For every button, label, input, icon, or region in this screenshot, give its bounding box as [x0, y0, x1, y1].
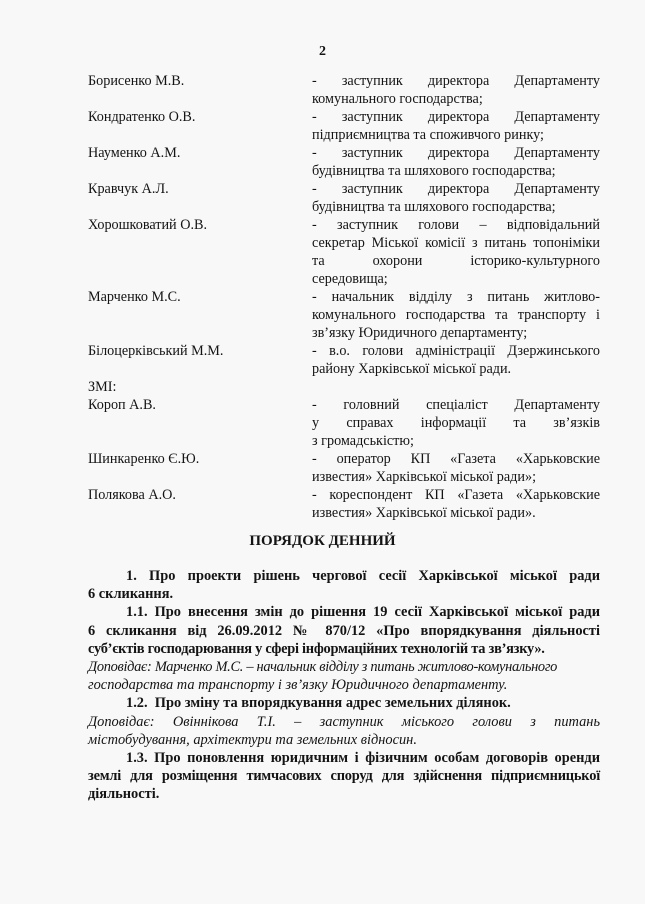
agenda-line: 1. Про проекти рішень чергової сесії Харківської міської ради [126, 568, 600, 584]
person-name: Марченко М.С. [88, 289, 181, 305]
agenda-line: діяльності. [88, 786, 160, 803]
person-name: Кондратенко О.В. [88, 109, 196, 125]
role-line: у справах інформації та зв’язків [312, 415, 600, 431]
role-line: середовища; [312, 271, 388, 287]
person-role [312, 288, 600, 342]
role-line: - оператор КП «Газета «Харьковские [312, 451, 600, 467]
role-line: - кореспондент КП «Газета «Харьковские [312, 487, 600, 503]
role-line: - заступник директора Департаменту [312, 145, 600, 161]
agenda-item-1-3 [88, 749, 600, 804]
attendee-row [88, 216, 600, 288]
agenda-item-1-2 [88, 694, 600, 712]
page-number: 2 [319, 44, 326, 59]
role-line: секретар Міської комісії з питань топоніміки [312, 235, 600, 251]
person-name: Науменко А.М. [88, 145, 181, 161]
agenda-line: 6 скликання від 26.09.2012 № 870/12 «Про впорядкування діяльності [88, 622, 600, 639]
agenda-line: 1.2. Про зміну та впорядкування адрес земельних ділянок. [126, 695, 511, 712]
role-line: - заступник голови – відповідальний [312, 217, 600, 233]
media-heading: ЗМІ: [88, 379, 117, 395]
agenda-line: суб’єктів господарювання у сфері інформаційних технологій та зв’язку». [88, 640, 545, 657]
agenda-line: 1.3. Про поновлення юридичним і фізичним особам договорів оренди [126, 750, 600, 767]
person-role [312, 72, 600, 108]
attendee-list [88, 72, 600, 522]
attendee-row [88, 144, 600, 180]
role-line: підприємництва та споживчого ринку; [312, 127, 544, 143]
role-line: будівництва та шляхового господарства; [312, 199, 556, 215]
role-line: - заступник директора Департаменту [312, 181, 600, 197]
agenda-item-1-1-speaker [88, 658, 600, 694]
agenda-line: 6 скликання. [88, 586, 174, 603]
person-role [312, 486, 600, 522]
person-name: Хорошковатий О.В. [88, 217, 207, 233]
agenda-line: Доповідає: Овіннікова Т.І. – заступник міського голови з питань [88, 713, 600, 730]
person-role [312, 108, 600, 144]
agenda-line: 1.1. Про внесення змін до рішення 19 сесії Харківської міської ради [126, 604, 600, 621]
person-name: Білоцерківський М.М. [88, 343, 224, 359]
attendee-row [88, 108, 600, 144]
agenda-line: містобудування, архітектури та земельних відносин. [88, 731, 417, 748]
person-name: Шинкаренко Є.Ю. [88, 451, 200, 467]
attendee-row [88, 342, 600, 378]
person-role [312, 450, 600, 486]
role-line: известия» Харківської міської ради». [312, 505, 536, 521]
attendee-row [88, 72, 600, 108]
media-row [88, 396, 600, 450]
person-role [312, 144, 600, 180]
agenda-title: ПОРЯДОК ДЕННИЙ [249, 533, 396, 549]
agenda-line: Доповідає: Марченко М.С. – начальник відділу з питань житлово-комунального [88, 659, 558, 676]
role-line: - в.о. голови адміністрації Дзержинського [312, 343, 600, 359]
role-line: району Харківської міської ради. [312, 361, 512, 377]
role-line: будівництва та шляхового господарства; [312, 163, 556, 179]
agenda-line: господарства та транспорту і зв’язку Юридичного департаменту. [88, 677, 508, 694]
person-role [312, 216, 600, 288]
role-line: комунального господарства; [312, 91, 483, 107]
media-row [88, 450, 600, 486]
person-name: Короп А.В. [88, 397, 156, 413]
role-line: - головний спеціаліст Департаменту [312, 397, 600, 413]
agenda-item-1 [88, 567, 600, 603]
agenda-line: землі для розміщення тимчасових споруд для здійснення підприємницької [88, 768, 600, 785]
person-name: Кравчук А.Л. [88, 181, 169, 197]
agenda-item-1-2-speaker [88, 713, 600, 749]
attendee-row [88, 288, 600, 342]
person-name: Полякова А.О. [88, 487, 176, 503]
role-line: - начальник відділу з питань житлово- [312, 289, 600, 305]
role-line: зв’язку Юридичного департаменту; [312, 325, 528, 341]
person-role [312, 180, 600, 216]
role-line: - заступник директора Департаменту [312, 109, 600, 125]
role-line: - заступник директора Департаменту [312, 73, 600, 89]
person-name: Борисенко М.В. [88, 73, 185, 89]
role-line: комунального господарства та транспорту і [312, 307, 600, 323]
role-line: та охорони історико-культурного [312, 253, 600, 269]
agenda-item-1-1 [88, 603, 600, 658]
person-role [312, 396, 600, 450]
attendee-row [88, 180, 600, 216]
agenda [88, 567, 600, 804]
media-row [88, 486, 600, 522]
role-line: з громадськістю; [312, 433, 414, 449]
role-line: известия» Харківської міської ради»; [312, 469, 537, 485]
person-role [312, 342, 600, 378]
